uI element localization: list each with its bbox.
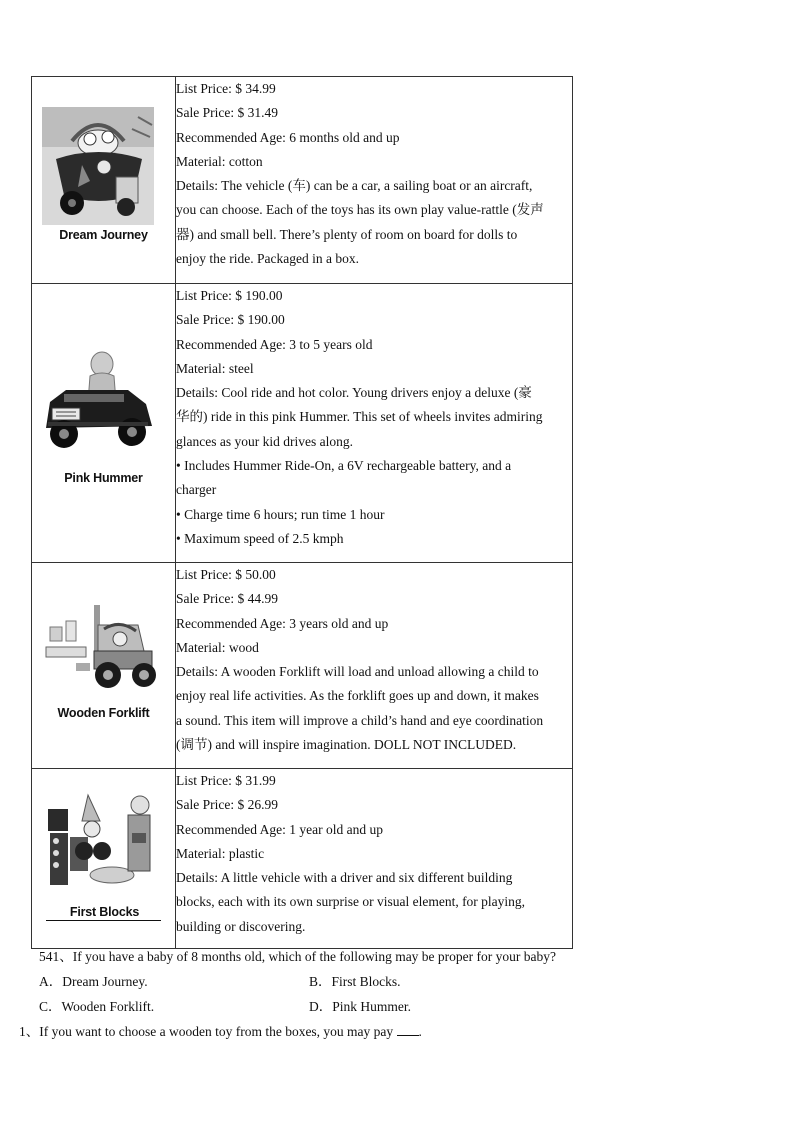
pink-hummer-photo <box>42 350 160 454</box>
option-a[interactable]: A．Dream Journey. <box>39 974 148 989</box>
product-name-text: First Blocks <box>46 905 161 921</box>
details-line: a sound. This item will improve a child’s hand and eye coordination <box>176 712 544 728</box>
list-price: List Price: $ 31.99 <box>176 773 276 788</box>
product-image-cell <box>32 77 176 284</box>
details-line: Details: The vehicle (车) can be a car, a sailing boat or an aircraft, <box>176 178 533 194</box>
product-image-cell <box>32 563 176 769</box>
product-image-cell <box>32 284 176 563</box>
options-row <box>39 969 579 994</box>
list-price: List Price: $ 190.00 <box>176 288 283 303</box>
option-b[interactable]: B．First Blocks. <box>309 974 401 989</box>
product-info-cell <box>176 769 573 949</box>
product-name: Pink Hummer <box>64 471 143 485</box>
details-line: enjoy real life activities. As the forklift goes up and down, it makes <box>176 688 539 704</box>
details-line: 器) and small bell. There’s plenty of room on board for dolls to <box>176 226 518 242</box>
product-row <box>32 769 573 949</box>
recommended-age: Recommended Age: 3 years old and up <box>176 615 389 631</box>
question-stem: 541、If you have a baby of 8 months old, which of the following may be proper for your baby? <box>39 949 557 964</box>
details-line: building or discovering. <box>176 918 306 934</box>
recommended-age: Recommended Age: 3 to 5 years old <box>176 336 373 352</box>
sale-price: Sale Price: $ 44.99 <box>176 591 278 607</box>
material: Material: cotton <box>176 153 263 169</box>
bullet-item: • Includes Hummer Ride-On, a 6V rechargeable battery, and a <box>176 458 512 474</box>
bullet-item: • Charge time 6 hours; run time 1 hour <box>176 506 385 522</box>
product-name <box>32 905 175 919</box>
material: Material: steel <box>176 360 254 376</box>
question-stem: 1、If you want to choose a wooden toy from the boxes, you may pay <box>19 1024 394 1039</box>
details-line: you can choose. Each of the toys has its own play value-rattle (发声 <box>176 202 544 218</box>
details-line: 华的) ride in this pink Hummer. This set of wheels invites admiring <box>176 409 543 425</box>
sale-price: Sale Price: $ 31.49 <box>176 105 278 121</box>
details-line: Details: Cool ride and hot color. Young drivers enjoy a deluxe (豪 <box>176 385 532 401</box>
list-price: List Price: $ 34.99 <box>176 81 276 96</box>
product-row <box>32 563 573 769</box>
product-row <box>32 77 573 284</box>
bullet-item: charger <box>176 482 217 498</box>
product-row <box>32 284 573 563</box>
questions-section <box>19 944 579 1044</box>
details-line: enjoy the ride. Packaged in a box. <box>176 251 359 267</box>
sale-price: Sale Price: $ 26.99 <box>176 797 278 813</box>
product-info-cell <box>176 563 573 769</box>
details-line: blocks, each with its own surprise or visual element, for playing, <box>176 894 526 910</box>
recommended-age: Recommended Age: 1 year old and up <box>176 821 383 837</box>
product-table <box>31 76 573 949</box>
first-blocks-photo <box>42 793 156 893</box>
details-line: Details: A wooden Forklift will load and unload allowing a child to <box>176 664 539 680</box>
product-name: Dream Journey <box>59 228 148 242</box>
material: Material: plastic <box>176 845 265 861</box>
material: Material: wood <box>176 639 259 655</box>
details-line: Details: A little vehicle with a driver and six different building <box>176 870 513 886</box>
bullet-item: • Maximum speed of 2.5 kmph <box>176 530 344 546</box>
product-info-cell <box>176 77 573 284</box>
question-2 <box>19 1019 579 1044</box>
option-c[interactable]: C．Wooden Forklift. <box>39 999 155 1014</box>
details-line: (调节) and will inspire imagination. DOLL NOT INCLUDED. <box>176 737 517 753</box>
product-name: Wooden Forklift <box>57 706 150 720</box>
option-d[interactable]: D．Pink Hummer. <box>309 999 412 1014</box>
product-info-cell <box>176 284 573 563</box>
sale-price: Sale Price: $ 190.00 <box>176 312 285 328</box>
dream-journey-photo <box>42 107 154 225</box>
question-end: . <box>418 1024 422 1039</box>
list-price: List Price: $ 50.00 <box>176 567 276 582</box>
options-row <box>39 994 579 1019</box>
wooden-forklift-photo <box>42 601 160 693</box>
product-image-cell <box>32 769 176 949</box>
answer-blank[interactable] <box>397 1023 419 1036</box>
details-line: glances as your kid drives along. <box>176 433 353 449</box>
recommended-age: Recommended Age: 6 months old and up <box>176 129 400 145</box>
